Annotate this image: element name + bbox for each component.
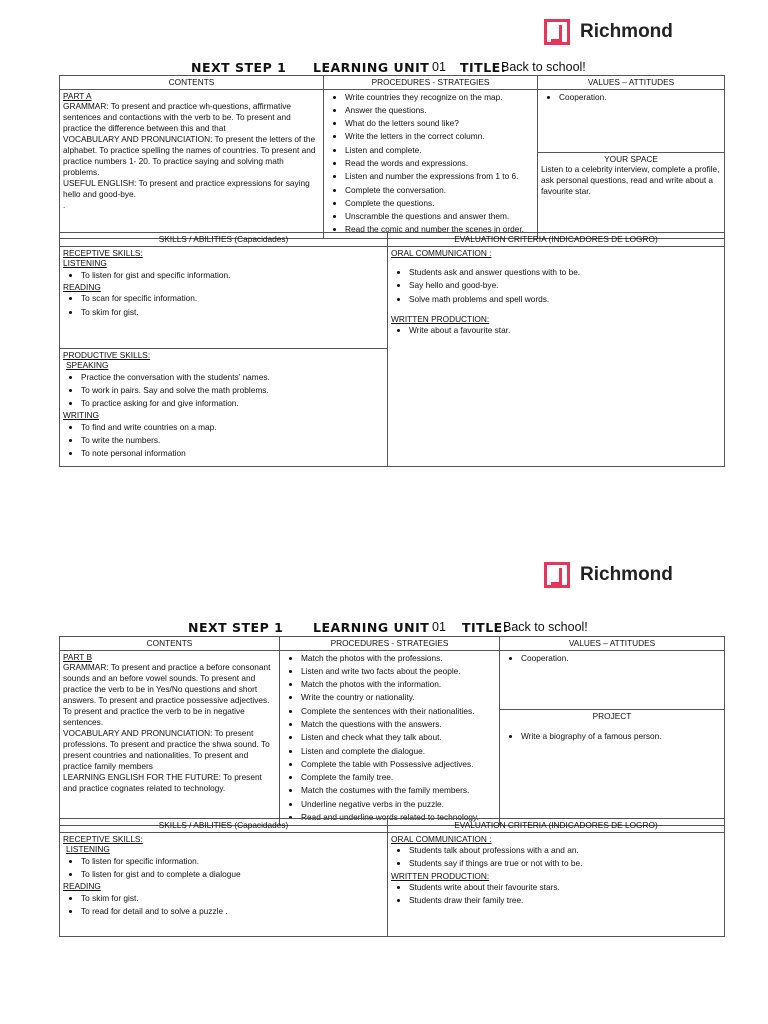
unit-number: 01 (432, 60, 446, 74)
skill-item: • To listen for gist and specific information. (81, 269, 384, 282)
skill-item: • To note personal information (81, 447, 384, 460)
unit-label: LEARNING UNIT (313, 620, 430, 635)
skills-header: SKILLS / ABILITIES (Capacidades) (60, 819, 388, 833)
procedure-item: • Unscramble the questions and answer them. (345, 210, 534, 223)
procedure-item: • Match the photos with the professions. (301, 652, 496, 665)
evaluation-item: • Students write about their favourite stars. (409, 881, 721, 894)
plan-table-top (59, 75, 725, 239)
project-heading: PROJECT (592, 710, 632, 721)
procedures-cell (324, 89, 538, 238)
skill-item: • To read for detail and to solve a puzzle . (81, 905, 384, 918)
project-item: • Write a biography of a famous person. (521, 730, 721, 743)
your-space-text: Listen to a celebrity interview, complete a profile, ask personal questions, read and write about a favourite star. (541, 164, 720, 196)
procedure-item: • Write countries they recognize on the map. (345, 91, 534, 104)
evaluation-item: • Solve math problems and spell words. (409, 293, 721, 306)
procedure-item: • Complete the sentences with their nationalities. (301, 705, 496, 718)
evaluation-item: • Students say if things are true or not with to be. (409, 857, 721, 870)
procedure-item: • Complete the questions. (345, 197, 534, 210)
skill-item: • To listen for gist and to complete a dialogue (81, 868, 384, 881)
evaluation-cell (388, 246, 725, 466)
skill-item: • To skim for gist. (81, 306, 384, 319)
course-name: NEXT STEP 1 (188, 620, 284, 635)
evaluation-item: • Students draw their family tree. (409, 894, 721, 907)
evaluation-item: • Say hello and good-bye. (409, 279, 721, 292)
procedure-item: • Read the words and expressions. (345, 157, 534, 170)
value-item: • Cooperation. (559, 91, 721, 104)
part-label: PART B (63, 651, 93, 662)
contents-header: CONTENTS (60, 76, 324, 90)
receptive-skills-title: RECEPTIVE SKILLS: (63, 247, 143, 258)
written-production-label: WRITTEN PRODUCTION: (391, 313, 490, 324)
contents-line: GRAMMAR: To present and practice wh-questions, affirmative sentences and contactions with the verb to be. To present and practice the difference between this and that (63, 101, 291, 133)
contents-line: VOCABULARY AND PRONUNCIATION: To present professions. To present and practice the shwa sound. To present countries and nationalities. To present and practice family members (63, 728, 270, 771)
procedure-item: • Answer the questions. (345, 104, 534, 117)
evaluation-item: • Students talk about professions with a and an. (409, 844, 721, 857)
receptive-skills-title: RECEPTIVE SKILLS: (63, 833, 143, 844)
reading-label: READING (63, 281, 101, 292)
contents-line: LEARNING ENGLISH FOR THE FUTURE: To present and practice cognates related to technology. (63, 772, 262, 793)
contents-line: GRAMMAR: To present and practice a before consonant sounds and an before vowel sounds. To present and practice the verb to be in Yes/No questions and short answers. To present and practice possessive adjectives. To present and practice the verb to be in negative sentences. (63, 662, 271, 727)
values-header: VALUES – ATTITUDES (500, 637, 725, 651)
procedure-item: • Read the comic and number the scenes in order. (345, 223, 534, 236)
richmond-logo-icon (544, 562, 570, 588)
skills-table-top (59, 232, 725, 467)
procedure-item: • Read and underline words related to technology. (301, 811, 496, 824)
procedures-header: PROCEDURES - STRATEGIES (324, 76, 538, 90)
brand-name: Richmond (580, 564, 673, 585)
brand-name: Richmond (580, 21, 673, 42)
skills-cell (60, 832, 388, 936)
contents-cell (60, 650, 280, 826)
plan-table-bottom (59, 636, 725, 826)
skills-header: SKILLS / ABILITIES (Capacidades) (60, 233, 388, 247)
oral-communication-label: ORAL COMMUNICATION : (391, 833, 492, 844)
procedure-item: • What do the letters sound like? (345, 117, 534, 130)
values-cell (500, 650, 725, 826)
procedure-item: • Complete the table with Possessive adjectives. (301, 758, 496, 771)
course-name: NEXT STEP 1 (191, 60, 287, 75)
unit-label: LEARNING UNIT (313, 60, 430, 75)
skill-item: • To skim for gist. (81, 892, 384, 905)
skills-cell (60, 246, 388, 466)
evaluation-header: EVALUATION CRITERIA (INDICADORES DE LOGRO) (388, 233, 725, 247)
skill-item: • To scan for specific information. (81, 292, 384, 305)
procedure-item: • Listen and complete the dialogue. (301, 745, 496, 758)
listening-label: LISTENING (66, 844, 110, 854)
contents-line: USEFUL ENGLISH: To present and practice expressions for saying hello and good-bye. (63, 178, 310, 199)
skill-item: • To work in pairs. Say and solve the math problems. (81, 384, 384, 397)
evaluation-item: • Students ask and answer questions with to be. (409, 266, 721, 279)
speaking-label: SPEAKING (66, 360, 109, 370)
procedure-item: • Match the photos with the information. (301, 678, 496, 691)
skill-item: • Practice the conversation with the students’ names. (81, 371, 384, 384)
procedure-item: • Listen and write two facts about the people. (301, 665, 496, 678)
part-label: PART A (63, 90, 92, 101)
procedure-item: • Underline negative verbs in the puzzle. (301, 798, 496, 811)
procedure-item: • Complete the family tree. (301, 771, 496, 784)
value-item: • Cooperation. (521, 652, 721, 665)
writing-label: WRITING (63, 410, 99, 421)
skill-item: • To find and write countries on a map. (81, 421, 384, 434)
title-value: Back to school! (503, 620, 588, 634)
evaluation-cell (388, 832, 725, 936)
written-production-label: WRITTEN PRODUCTION: (391, 870, 490, 881)
contents-cell (60, 89, 324, 238)
procedure-item: • Match the questions with the answers. (301, 718, 496, 731)
values-cell (538, 89, 725, 238)
title-label: TITLE: (460, 60, 507, 75)
evaluation-header: EVALUATION CRITERIA (INDICADORES DE LOGRO) (388, 819, 725, 833)
title-value: Back to school! (501, 60, 586, 74)
skills-table-bottom (59, 818, 725, 937)
procedure-item: • Write the country or nationality. (301, 691, 496, 704)
productive-skills-title: PRODUCTIVE SKILLS: (63, 349, 151, 360)
skill-item: • To listen for specific information. (81, 855, 384, 868)
values-header: VALUES – ATTITUDES (538, 76, 725, 90)
richmond-logo-icon (544, 19, 570, 45)
contents-line: VOCABULARY AND PRONUNCIATION: To present the letters of the alphabet. To practice spelling the names of countries. To present and practice numbers 1- 20. To practice saying and solving math problems. (63, 134, 316, 177)
skill-item: • To write the numbers. (81, 434, 384, 447)
procedure-item: • Write the letters in the correct column. (345, 130, 534, 143)
procedure-item: • Listen and number the expressions from 1 to 6. (345, 170, 534, 183)
procedures-cell (280, 650, 500, 826)
procedures-header: PROCEDURES - STRATEGIES (280, 637, 500, 651)
skill-item: • To practice asking for and give information. (81, 397, 384, 410)
listening-label: LISTENING (63, 258, 107, 268)
oral-communication-label: ORAL COMMUNICATION : (391, 247, 492, 258)
contents-line: . (63, 200, 66, 210)
title-label: TITLE: (462, 620, 509, 635)
procedure-item: • Complete the conversation. (345, 184, 534, 197)
contents-header: CONTENTS (60, 637, 280, 651)
richmond-logo (544, 19, 673, 45)
richmond-logo (544, 562, 673, 588)
procedure-item: • Match the costumes with the family members. (301, 784, 496, 797)
evaluation-item: • Write about a favourite star. (409, 324, 721, 337)
unit-number: 01 (432, 620, 446, 634)
procedure-item: • Listen and complete. (345, 144, 534, 157)
your-space-heading: YOUR SPACE (604, 153, 658, 164)
procedure-item: • Listen and check what they talk about. (301, 731, 496, 744)
reading-label: READING (63, 881, 101, 892)
